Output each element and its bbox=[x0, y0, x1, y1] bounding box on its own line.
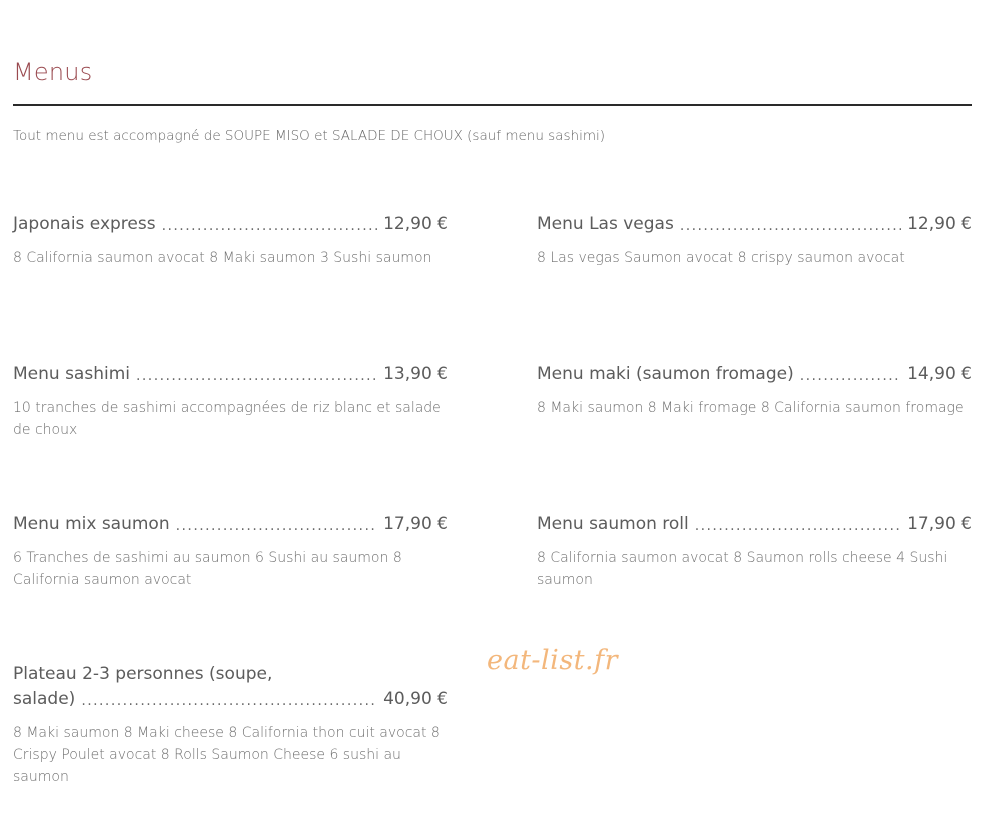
menu-item-price: 13,90 € bbox=[383, 364, 448, 384]
menu-item-description: 8 Las vegas Saumon avocat 8 crispy saumon avocat bbox=[537, 250, 905, 266]
menu-item-las-vegas bbox=[537, 212, 972, 269]
menu-item-name: Japonais express bbox=[13, 214, 156, 234]
menu-item-price: 17,90 € bbox=[907, 514, 972, 534]
dot-leader bbox=[680, 216, 901, 237]
dot-leader bbox=[800, 366, 901, 387]
dot-leader bbox=[81, 691, 377, 712]
dot-leader bbox=[695, 516, 901, 537]
menu-item-name-line-2: salade) bbox=[13, 689, 76, 709]
menu-item-name: Menu sashimi bbox=[13, 364, 130, 384]
menu-item-price: 40,90 € bbox=[383, 689, 448, 709]
menu-item-name-line-1: Plateau 2-3 personnes (soupe, bbox=[13, 664, 273, 684]
menu-item-mix-saumon bbox=[13, 512, 448, 591]
menu-item-price: 12,90 € bbox=[907, 214, 972, 234]
title-divider bbox=[13, 104, 972, 106]
dot-leader bbox=[136, 366, 377, 387]
menu-item-name: Menu saumon roll bbox=[537, 514, 689, 534]
menu-item-price: 12,90 € bbox=[383, 214, 448, 234]
menu-item-sashimi bbox=[13, 362, 448, 441]
menu-item-name: Menu Las vegas bbox=[537, 214, 674, 234]
menu-item-name: Menu mix saumon bbox=[13, 514, 170, 534]
menu-item-description: 8 Maki saumon 8 Maki cheese 8 California thon cuit avocat 8 Crispy Poulet avocat 8 Rolls Saumon Cheese 6 sushi au saumon bbox=[13, 725, 440, 785]
menu-item-japonais-express bbox=[13, 212, 448, 269]
dot-leader bbox=[176, 516, 377, 537]
menu-intro-text: Tout menu est accompagné de SOUPE MISO et SALADE DE CHOUX (sauf menu sashimi) bbox=[13, 128, 605, 144]
dot-leader bbox=[162, 216, 378, 237]
page-title: Menus bbox=[13, 58, 93, 86]
watermark-text: eat-list.fr bbox=[487, 645, 619, 676]
menu-item-description: 6 Tranches de sashimi au saumon 6 Sushi au saumon 8 California saumon avocat bbox=[13, 550, 402, 588]
menu-item-description: 8 California saumon avocat 8 Saumon rolls cheese 4 Sushi saumon bbox=[537, 550, 948, 588]
menu-item-name: Menu maki (saumon fromage) bbox=[537, 364, 794, 384]
menu-item-maki-saumon-fromage bbox=[537, 362, 972, 419]
menu-item-price: 14,90 € bbox=[907, 364, 972, 384]
menu-item-price: 17,90 € bbox=[383, 514, 448, 534]
menu-item-description: 8 California saumon avocat 8 Maki saumon 3 Sushi saumon bbox=[13, 250, 432, 266]
menu-item-saumon-roll bbox=[537, 512, 972, 591]
menu-item-plateau bbox=[13, 662, 448, 788]
menu-item-description: 8 Maki saumon 8 Maki fromage 8 California saumon fromage bbox=[537, 400, 964, 416]
menu-item-description: 10 tranches de sashimi accompagnées de riz blanc et salade de choux bbox=[13, 400, 441, 438]
